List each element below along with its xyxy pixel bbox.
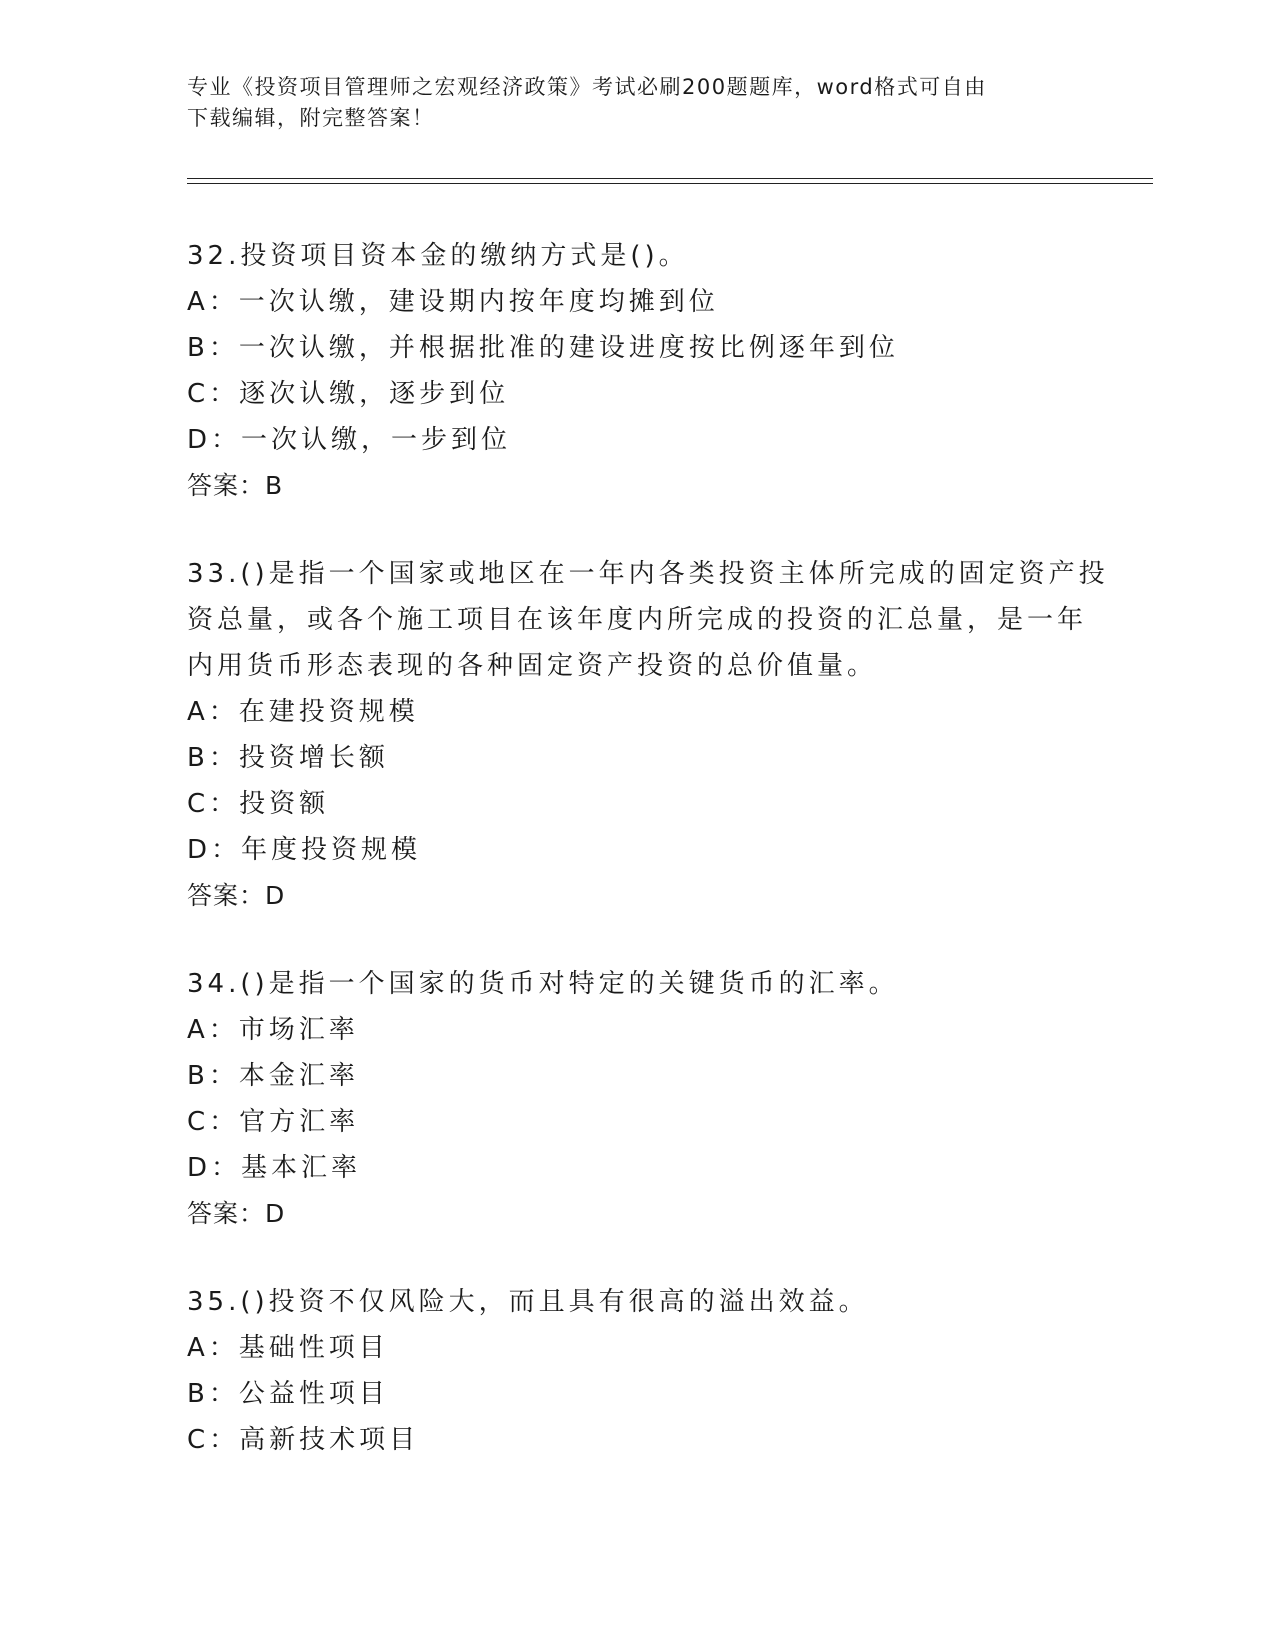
- header-line-2: 下载编辑，附完整答案！: [187, 106, 435, 130]
- header-line-1: 专业《投资项目管理师之宏观经济政策》考试必刷200题题库，word格式可自由: [187, 75, 987, 99]
- option-c: C：官方汇率: [187, 1107, 360, 1137]
- header-divider-top: [187, 178, 1153, 179]
- option-b: B：一次认缴，并根据批准的建设进度按比例逐年到位: [187, 333, 899, 363]
- question-stem: 34.()是指一个国家的货币对特定的关键货币的汇率。: [187, 969, 899, 999]
- option-b: B：本金汇率: [187, 1061, 359, 1091]
- question-35: [187, 1279, 1087, 1463]
- option-a: A：在建投资规模: [187, 697, 419, 727]
- option-c: C：高新技术项目: [187, 1425, 420, 1455]
- answer: 答案：D: [187, 1199, 286, 1228]
- option-b: B：公益性项目: [187, 1379, 389, 1409]
- option-d: D：基本汇率: [187, 1153, 362, 1183]
- document-header: [187, 72, 1087, 134]
- question-32: [187, 233, 1087, 509]
- question-stem: 资总量，或各个施工项目在该年度内所完成的投资的汇总量，是一年: [187, 605, 1088, 635]
- question-list: [187, 233, 1109, 1505]
- option-c: C：投资额: [187, 789, 330, 819]
- option-c: C：逐次认缴，逐步到位: [187, 379, 510, 409]
- question-stem: 33.()是指一个国家或地区在一年内各类投资主体所完成的固定资产投: [187, 559, 1109, 589]
- option-d: D：年度投资规模: [187, 835, 422, 865]
- answer: 答案：D: [187, 881, 286, 910]
- option-a: A：市场汇率: [187, 1015, 359, 1045]
- option-b: B：投资增长额: [187, 743, 389, 773]
- option-a: A：基础性项目: [187, 1333, 389, 1363]
- question-34: [187, 961, 1087, 1237]
- question-stem: 35.()投资不仅风险大，而且具有很高的溢出效益。: [187, 1287, 869, 1317]
- answer: 答案：B: [187, 471, 284, 500]
- question-33: [187, 551, 1109, 919]
- question-stem: 32.投资项目资本金的缴纳方式是()。: [187, 241, 689, 271]
- option-a: A：一次认缴，建设期内按年度均摊到位: [187, 287, 719, 317]
- header-divider-bottom: [187, 183, 1153, 184]
- option-d: D：一次认缴，一步到位: [187, 425, 512, 455]
- question-stem: 内用货币形态表现的各种固定资产投资的总价值量。: [187, 651, 878, 681]
